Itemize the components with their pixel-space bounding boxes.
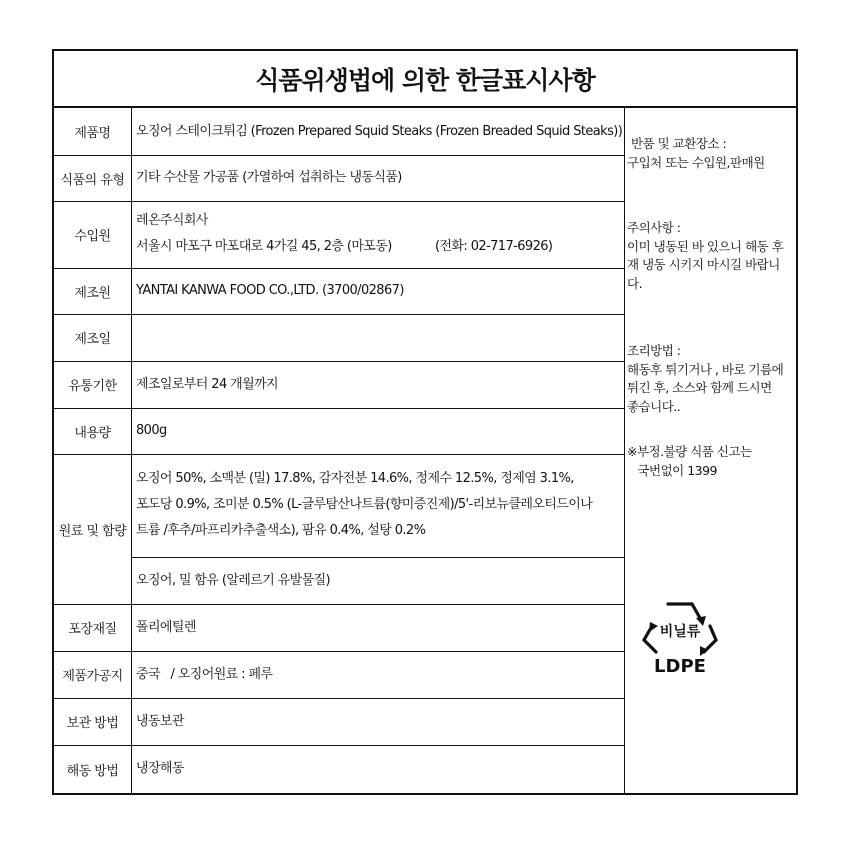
- importer-phone: (전화: 02-717-6926): [435, 239, 553, 254]
- report-notice: [627, 443, 797, 480]
- recycle-code: LDPE: [654, 656, 706, 676]
- report-heading: ※부정.불량 식품 신고는: [627, 444, 752, 459]
- caution-text: 다.: [627, 275, 643, 291]
- row-divider: [54, 201, 624, 202]
- importer-address: 서울시 마포구 마포대로 4가길 45, 2층 (마포동): [136, 239, 392, 254]
- manufacture-date-label: 제조일: [74, 332, 111, 347]
- cooking-heading: 조리방법 :: [627, 343, 681, 358]
- importer-label: 수입원: [74, 229, 111, 244]
- label-table: [52, 49, 798, 795]
- recycle-mark: [630, 596, 730, 676]
- column-divider: [131, 108, 132, 793]
- allergy-value: 오징어, 밀 함유 (알레르기 유발물질): [136, 572, 331, 588]
- caution-notice: [627, 219, 797, 293]
- returns-text: 구입처 또는 수입원,판매원: [627, 154, 765, 170]
- returns-notice: [627, 135, 797, 172]
- product-name-label: 제품명: [74, 126, 111, 141]
- ingredients-line: 오징어 50%, 소맥분 (밀) 17.8%, 감자전분 14.6%, 정제수 12.5%, 정제염 3.1%,: [136, 471, 574, 486]
- food-type-label: 식품의 유형: [60, 172, 125, 188]
- report-text: 국번없이 1399: [627, 462, 718, 478]
- manufacturer-value: YANTAI KANWA FOOD CO.,LTD. (3700/02867): [136, 283, 404, 298]
- cooking-text: 튀긴 후, 소스와 함께 드시면: [627, 380, 772, 395]
- ingredients-line: 포도당 0.9%, 조미분 0.5% (L-글루탐산나트륨(향미증진제)/5'-리보뉴클레오티드이나: [136, 497, 593, 512]
- returns-heading: 반품 및 교환장소 :: [631, 136, 727, 151]
- caution-text: 재 냉동 시키지 마시길 바랍니: [627, 257, 780, 272]
- importer-name: 레온주식회사: [136, 213, 208, 228]
- shelf-life-label: 유통기한: [68, 379, 117, 394]
- shelf-life-value: 제조일로부터 24 개월까지: [136, 376, 278, 392]
- cooking-text: 좋습니다..: [627, 398, 681, 414]
- ingredients-label: 원료 및 함량: [58, 523, 127, 539]
- manufacture-date-value: [136, 314, 620, 361]
- contents-value: 800g: [136, 423, 167, 438]
- caution-heading: 주의사항 :: [627, 220, 681, 235]
- page-title: 식품위생법에 의한 한글표시사항: [54, 51, 796, 108]
- recycle-icon: [630, 596, 730, 676]
- recycle-material: 비닐류: [659, 624, 701, 640]
- thawing-value: 냉장해동: [136, 761, 184, 776]
- thawing-label: 해동 방법: [66, 763, 119, 779]
- row-divider: [54, 454, 624, 455]
- food-type-value: 기타 수산물 가공품 (가열하여 섭취하는 냉동식품): [136, 170, 402, 185]
- column-divider: [624, 108, 625, 793]
- manufacturer-label: 제조원: [74, 285, 111, 301]
- storage-value: 냉동보관: [136, 713, 184, 729]
- processing-country-value: 중국 / 오징어원료 : 페루: [136, 666, 273, 682]
- product-name-value: 오징어 스테이크튀김 (Frozen Prepared Squid Steaks (Frozen Breaded Squid Steaks)): [136, 123, 623, 139]
- processing-country-label: 제품가공지: [62, 669, 123, 684]
- cooking-text: 해동후 튀기거나 , 바로 기름에: [627, 361, 784, 377]
- caution-text: 이미 냉동된 바 있으니 해동 후: [627, 238, 784, 254]
- packaging-value: 폴리에틸렌: [136, 619, 196, 635]
- contents-label: 내용량: [74, 425, 111, 441]
- ingredients-line: 트륨 /후추/파프리카추출색소), 팜유 0.4%, 설탕 0.2%: [136, 523, 426, 538]
- cooking-notice: [627, 342, 797, 416]
- packaging-label: 포장재질: [68, 622, 117, 637]
- storage-label: 보관 방법: [66, 716, 119, 731]
